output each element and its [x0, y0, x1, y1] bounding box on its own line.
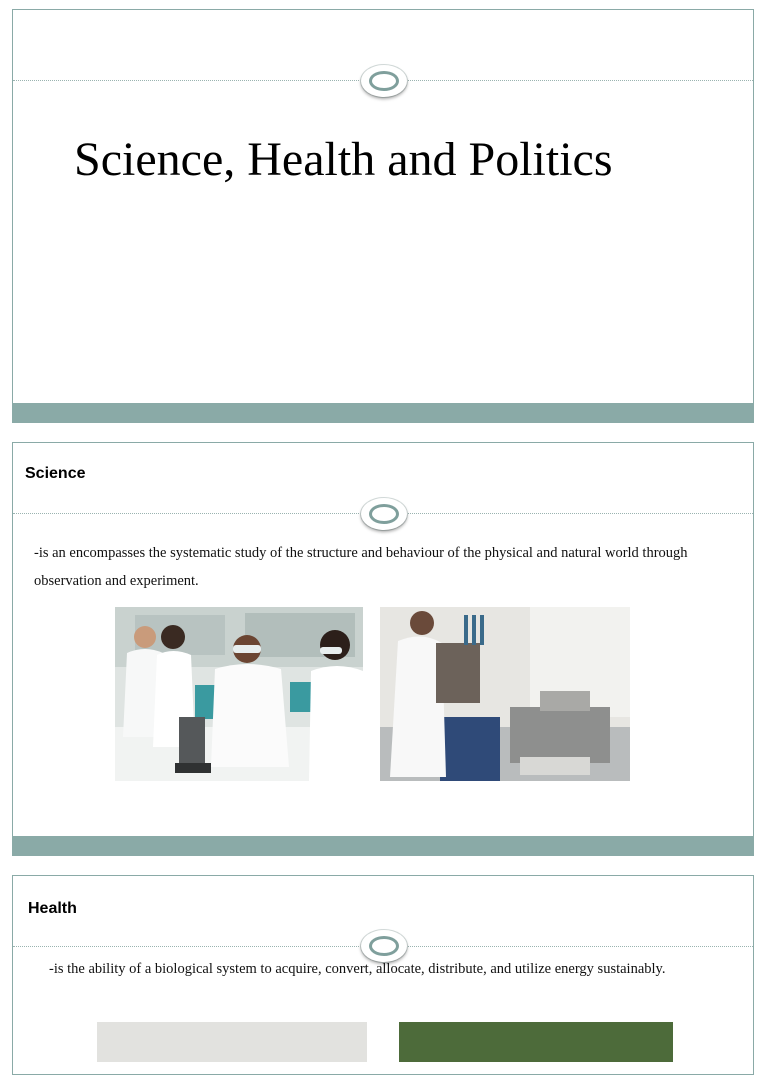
- ring-ornament-icon: [361, 65, 407, 97]
- lab-equipment-image: [380, 607, 630, 781]
- lab-scientists-image: [115, 607, 363, 781]
- health-photo-left: [97, 1022, 367, 1062]
- ring-ornament-icon: [361, 498, 407, 530]
- slide-body-text: -is the ability of a biological system to acquire, convert, allocate, distribute, and utilize energy sustainably.: [49, 961, 666, 977]
- lab-scientists-photo: [115, 607, 363, 781]
- health-photo-right: [399, 1022, 673, 1062]
- lab-equipment-photo: [380, 607, 630, 781]
- health-slide: [12, 875, 754, 1075]
- title-slide: [12, 9, 754, 423]
- footer-bar: [13, 836, 753, 855]
- slide-body-text: -is an encompasses the systematic study of the structure and behaviour of the physical and natural world through observation and experiment.: [34, 545, 688, 589]
- footer-bar: [13, 403, 753, 422]
- slide-heading: Science: [25, 465, 86, 482]
- slide-heading: Health: [28, 900, 77, 917]
- science-slide: [12, 442, 754, 856]
- page-title: Science, Health and Politics: [74, 133, 613, 186]
